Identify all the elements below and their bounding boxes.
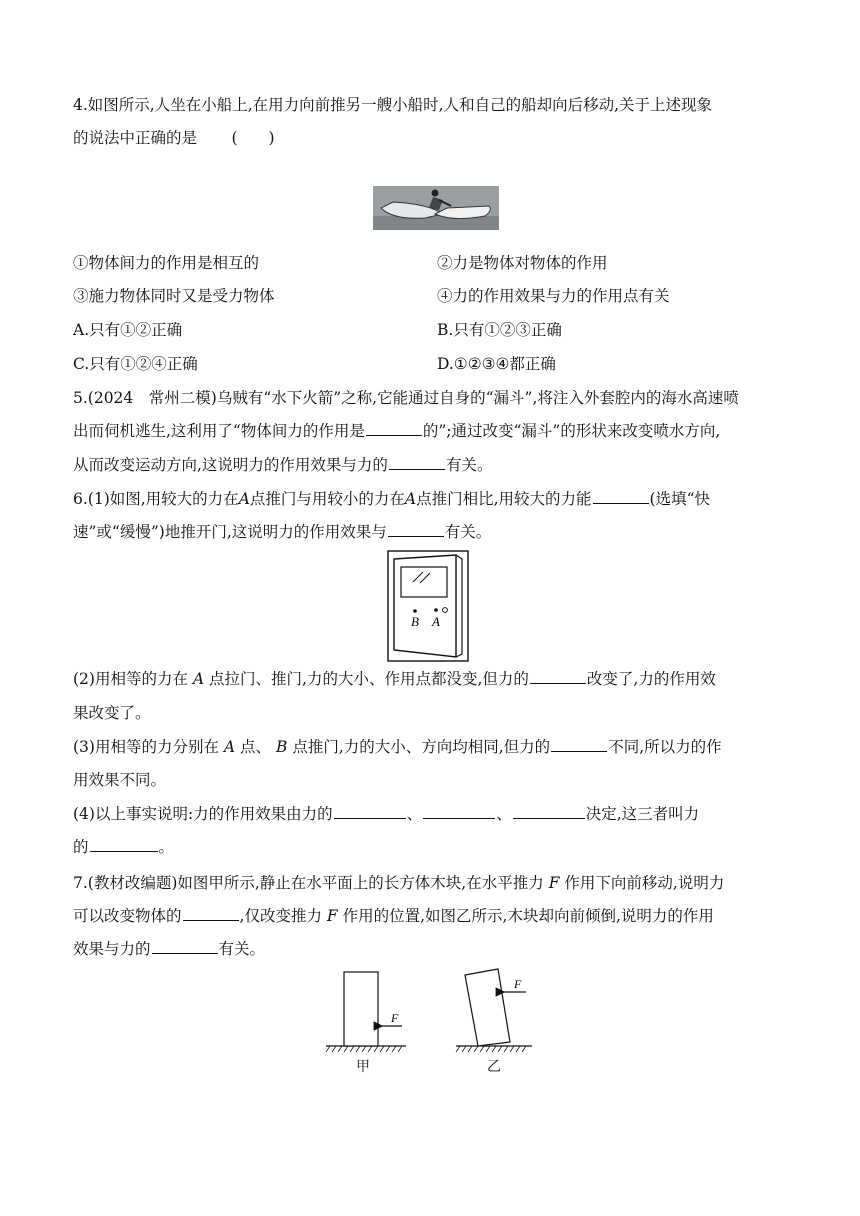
answer-blank[interactable] — [551, 737, 607, 752]
option-c[interactable]: C.只有①②④正确 — [73, 355, 198, 373]
answer-blank[interactable] — [593, 489, 649, 504]
block-figures — [322, 966, 538, 1060]
q5-line1: 5.(2024 常州二模)乌贼有“水下火箭”之称,它能通过自身的“漏斗”,将注入外套腔内的海水高速喷 — [73, 389, 739, 407]
q6-p2-line2: 果改变了。 — [73, 704, 151, 722]
caption-yi: 乙 — [487, 1059, 501, 1075]
q4-stem-text: 的说法中正确的是 — [73, 129, 198, 147]
answer-blank[interactable] — [530, 669, 586, 684]
q6-p1-line1: 6.(1)如图,用较大的力在A点推门与用较小的力在A点推门相比,用较大的力能 (选填“快 — [73, 490, 711, 508]
q4-stem-line1: 4.如图所示,人坐在小船上,在用力向前推另一艘小船时,人和自己的船却向后移动,关于上述现象 — [73, 96, 712, 114]
q6-p3-line2: 用效果不同。 — [73, 771, 167, 789]
answer-blank[interactable] — [152, 939, 218, 954]
option-d[interactable]: D.①②③④都正确 — [437, 355, 556, 373]
statement-4: ④力的作用效果与力的作用点有关 — [437, 287, 670, 305]
person-head — [432, 190, 439, 197]
q6-p3-line1: (3)用相等的力分别在 A 点、 B 点推门,力的大小、方向均相同,但力的 不同,所以力的作 — [73, 738, 722, 756]
q6-p2-line1: (2)用相等的力在 A 点拉门、推门,力的大小、作用点都没变,但力的 改变了,力的作用效 — [73, 670, 716, 688]
wooden-block — [344, 972, 378, 1046]
answer-blank[interactable] — [334, 804, 406, 819]
q7-line1: 7.(教材改编题)如图甲所示,静止在水平面上的长方体木块,在水平推力 F 作用下向前移动,说明力 — [73, 874, 725, 892]
point-b-dot — [413, 609, 417, 613]
label-a: A — [432, 614, 440, 629]
statement-3: ③施力物体同时又是受力物体 — [73, 287, 275, 305]
q6-p4-line1: (4)以上事实说明:力的作用效果由力的 、 、 决定,这三者叫力 — [73, 805, 700, 823]
force-label: F — [514, 977, 522, 991]
answer-blank[interactable] — [388, 522, 444, 537]
option-a[interactable]: A.只有①②正确 — [73, 321, 183, 339]
boat-figure — [373, 186, 499, 230]
answer-blank[interactable] — [389, 455, 445, 470]
tilted-block — [465, 969, 510, 1046]
q5-line3: 从而改变运动方向,这说明力的作用效果与力的 有关。 — [73, 456, 493, 474]
label-b: B — [411, 614, 419, 629]
q6-p1-line2: 速”或“缓慢”)地推开门,这说明力的作用效果与 有关。 — [73, 523, 492, 541]
door-figure — [387, 550, 471, 662]
figure-jia — [326, 972, 406, 1052]
answer-blank[interactable] — [90, 837, 158, 852]
q5-line2: 出而伺机逃生,这利用了“物体间力的作用是 的”;通过改变“漏斗”的形状来改变喷水方向, — [73, 422, 721, 440]
answer-parentheses: ( ) — [231, 129, 275, 147]
force-label: F — [391, 1011, 399, 1025]
caption-jia: 甲 — [356, 1059, 370, 1075]
statement-2: ②力是物体对物体的作用 — [437, 254, 608, 272]
figure-yi — [456, 969, 532, 1052]
answer-blank[interactable] — [423, 804, 495, 819]
answer-blank[interactable] — [366, 421, 422, 436]
answer-blank[interactable] — [513, 804, 585, 819]
answer-blank[interactable] — [183, 906, 239, 921]
q4-stem-line2 — [73, 128, 279, 148]
option-b[interactable]: B.只有①②③正确 — [437, 321, 562, 339]
q7-line2: 可以改变物体的 ,仅改变推力 F 作用的位置,如图乙所示,木块却向前倾倒,说明力的作用 — [73, 907, 714, 925]
q6-p4-line2: 的 。 — [73, 838, 175, 856]
statement-1: ①物体间力的作用是相互的 — [73, 254, 260, 272]
point-a-dot — [434, 608, 438, 612]
q7-line3: 效果与力的 有关。 — [73, 940, 266, 958]
